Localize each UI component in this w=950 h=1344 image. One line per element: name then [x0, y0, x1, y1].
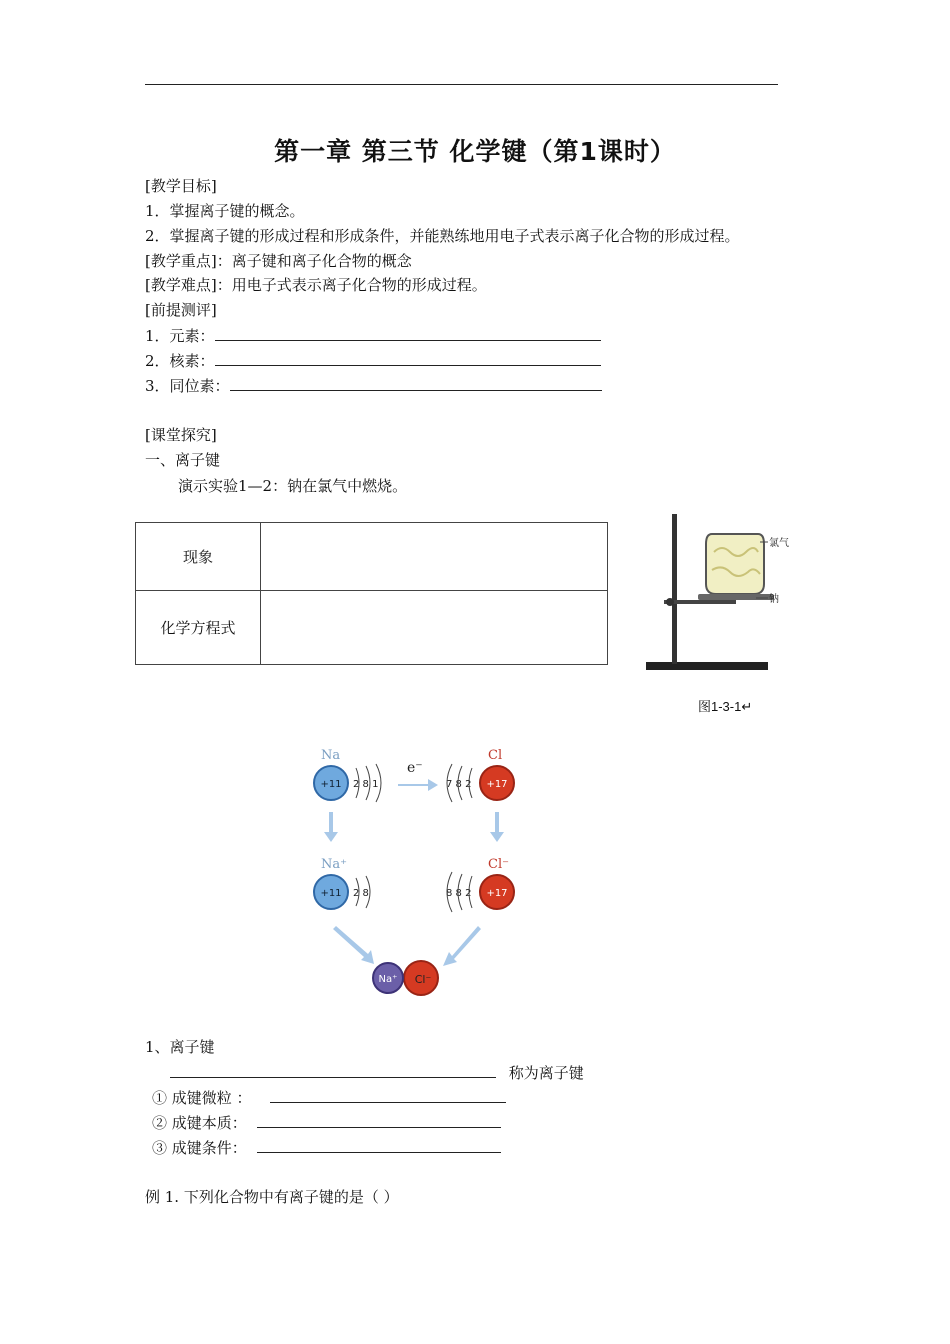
demo-text: 演示实验1—2：钠在氯气中燃烧。 [178, 477, 408, 495]
table-row [136, 591, 608, 665]
bond-item-label: ③ 成键条件： [152, 1139, 247, 1157]
answer-blank[interactable] [257, 1112, 501, 1128]
pretest-item [145, 325, 601, 346]
combine-arrow [333, 926, 374, 964]
apparatus-figure [640, 508, 810, 678]
objective-item: 2．掌握离子键的形成过程和形成条件，并能熟练地用电子式表示离子化合物的形成过程。 [145, 227, 740, 245]
key-point: [教学重点]：离子键和离子化合物的概念 [145, 252, 412, 270]
cl-nucleus-charge: +17 [486, 779, 508, 790]
down-arrow [324, 812, 338, 842]
na-final-label: Na⁺ [378, 974, 398, 985]
pretest-item-label: 3．同位素： [145, 377, 230, 395]
figure-caption: 图1-3-1↵ [698, 699, 753, 714]
ion-formation-diagram [300, 740, 540, 1002]
bond-item-label: ① 成键微粒 ： [152, 1089, 252, 1107]
na-ion-charge: +11 [320, 888, 342, 899]
answer-blank[interactable] [257, 1137, 501, 1153]
answer-blank[interactable] [215, 325, 601, 341]
pretest-label: [前提测评] [145, 301, 217, 319]
table-answer-cell[interactable] [261, 523, 608, 591]
bond-item [152, 1112, 501, 1133]
cl-ion-charge: +17 [486, 888, 508, 899]
cl-atom-label: Cl [488, 748, 503, 763]
down-arrow [490, 812, 504, 842]
na-shells: 2 8 1 [353, 779, 379, 790]
answer-blank[interactable] [170, 1062, 496, 1078]
sodium-label: 钠 [769, 594, 779, 605]
na-atom-label: Na [321, 748, 341, 763]
na-ion-label: Na⁺ [321, 857, 347, 872]
pretest-item [145, 350, 601, 371]
bond-item-label: ② 成键本质： [152, 1114, 247, 1132]
table-answer-cell[interactable] [261, 591, 608, 665]
na-nucleus-charge: +11 [320, 779, 342, 790]
definition-suffix: 称为离子键 [508, 1064, 584, 1082]
section-heading: 一、离子键 [145, 451, 221, 469]
header-rule [145, 84, 778, 85]
chlorine-label: 氯气 [769, 538, 789, 549]
na-ion-shells: 2 8 [353, 888, 369, 899]
answer-blank[interactable] [270, 1087, 506, 1103]
answer-blank[interactable] [230, 375, 602, 391]
pretest-item-label: 2．核素： [145, 352, 215, 370]
difficulty: [教学难点]：用电子式表示离子化合物的形成过程。 [145, 276, 487, 294]
table-row-label: 现象 [136, 523, 261, 591]
definition-line [170, 1062, 584, 1083]
answer-blank[interactable] [215, 350, 601, 366]
table-row-label: 化学方程式 [136, 591, 261, 665]
bond-item [152, 1137, 501, 1158]
bond-item [152, 1087, 506, 1108]
page-title: 第一章 第三节 化学键（第1课时） [274, 137, 676, 166]
cl-final-label: Cl⁻ [414, 973, 432, 986]
cl-ion-label: Cl⁻ [488, 857, 509, 872]
explore-label: [课堂探究] [145, 426, 217, 444]
cl-ion-shells: 8 8 2 [446, 888, 472, 899]
example-question: 例 1. 下列化合物中有离子键的是（ ） [145, 1188, 399, 1206]
objective-item: 1．掌握离子键的概念。 [145, 202, 305, 220]
objectives-label: [教学目标] [145, 177, 217, 195]
experiment-table [135, 522, 608, 665]
cl-shells: 7 8 2 [446, 779, 472, 790]
ionic-bond-heading: 1、离子键 [145, 1038, 215, 1056]
electron-label: e⁻ [407, 760, 423, 776]
table-row [136, 523, 608, 591]
combine-arrow [443, 926, 481, 966]
pretest-item-label: 1．元素： [145, 327, 215, 345]
pretest-item [145, 375, 602, 396]
transfer-arrow [398, 779, 438, 791]
